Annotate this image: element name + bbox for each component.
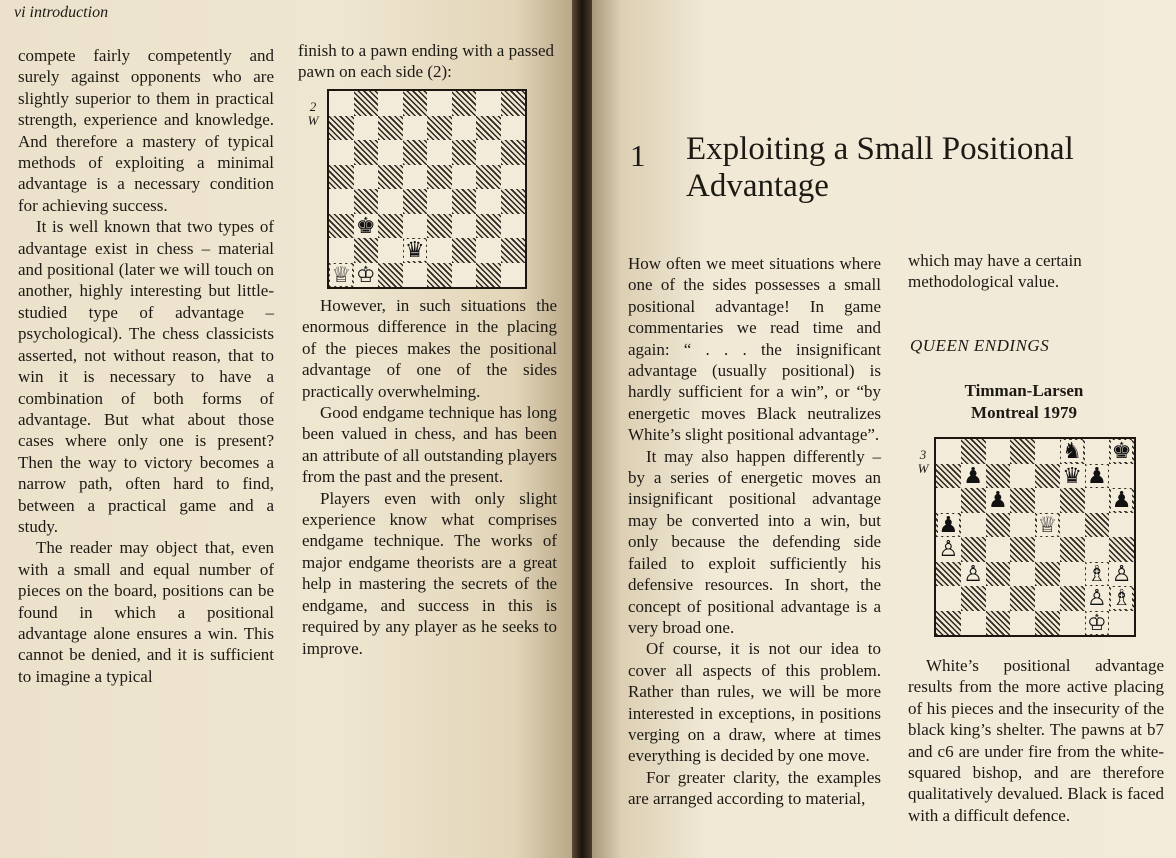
board-square xyxy=(1085,464,1110,489)
board-square xyxy=(961,439,986,464)
board-square xyxy=(936,586,961,611)
board-square xyxy=(936,513,961,538)
board-square xyxy=(378,189,403,214)
diagram-label xyxy=(914,448,932,476)
board-square xyxy=(378,116,403,141)
right-column-1 xyxy=(628,253,881,810)
board-square xyxy=(354,238,379,263)
left-column-2 xyxy=(302,295,557,659)
board-square xyxy=(354,91,379,116)
board-square xyxy=(354,140,379,165)
white-queen-icon: ♕ xyxy=(331,261,352,287)
board-square xyxy=(329,263,354,288)
board-square xyxy=(354,116,379,141)
board-square xyxy=(452,165,477,190)
board-square xyxy=(501,238,526,263)
board-square xyxy=(1109,562,1134,587)
board-square xyxy=(329,214,354,239)
board-square xyxy=(961,513,986,538)
board-square xyxy=(1060,586,1085,611)
paragraph: Good endgame technique has long been valued in chess, and has been an attribute of all outstanding players from the past and the present. xyxy=(302,403,557,487)
paragraph: For greater clarity, the examples are arranged according to material, xyxy=(628,767,881,809)
board-square xyxy=(1109,586,1134,611)
board-square xyxy=(403,91,428,116)
diagram-side: W xyxy=(917,461,929,476)
black-pawn-icon: ♟ xyxy=(963,462,983,488)
board-square xyxy=(1035,513,1060,538)
paragraph: compete fairly competently and surely against opponents who are slightly superior to them in practical strength, experience and knowledge. And therefore a mastery of typical methods of exploiting a minimal advantage is a necessary condition for achieving success. xyxy=(18,46,274,215)
board-square xyxy=(936,488,961,513)
board-square xyxy=(1035,611,1060,636)
board-square xyxy=(501,91,526,116)
board-square xyxy=(1060,611,1085,636)
board-square xyxy=(354,165,379,190)
board-square xyxy=(378,165,403,190)
board-square xyxy=(452,116,477,141)
white-pawn-icon: ♙ xyxy=(938,536,959,562)
white-queen-icon: ♕ xyxy=(1037,511,1058,537)
board-square xyxy=(476,238,501,263)
black-pawn-icon: ♟ xyxy=(938,511,959,537)
white-pawn-icon: ♙ xyxy=(1111,560,1132,586)
board-square xyxy=(378,238,403,263)
board-square xyxy=(452,91,477,116)
paragraph: Of course, it is not our idea to cover all aspects of this problem. Rather than rules, we will be more interested in exceptions, in positions verging on a draw, where at times everything is decided by one move. xyxy=(628,639,881,766)
paragraph: How often we meet situations where one of the sides possesses a small positional advantage! In game commentaries we read time and again: “ . . . the insignificant advantage (usually positional) is hardly sufficient for a win”, or “by energetic moves Black neutralizes White’s slight positional advantage”. xyxy=(628,254,881,445)
board-square xyxy=(936,439,961,464)
board-square xyxy=(427,263,452,288)
board-square xyxy=(1060,488,1085,513)
board-square xyxy=(986,464,1011,489)
board-square xyxy=(1109,537,1134,562)
board-square xyxy=(452,238,477,263)
board-square xyxy=(1010,537,1035,562)
black-pawn-icon: ♟ xyxy=(1087,462,1107,488)
white-bishop-icon: ♗ xyxy=(1111,585,1132,611)
diagram-number: 2 xyxy=(309,99,317,114)
black-queen-icon: ♛ xyxy=(1062,462,1082,488)
board-square xyxy=(936,464,961,489)
board-square xyxy=(403,116,428,141)
board-square xyxy=(1035,537,1060,562)
game-players: Timman-Larsen xyxy=(964,381,1084,400)
board-square xyxy=(1060,439,1085,464)
board-square xyxy=(1035,562,1060,587)
board-square xyxy=(1010,513,1035,538)
board-square xyxy=(1109,464,1134,489)
board-square xyxy=(986,562,1011,587)
white-pawn-icon: ♙ xyxy=(963,560,983,586)
board-square xyxy=(986,537,1011,562)
board-square xyxy=(427,165,452,190)
right-column-2 xyxy=(908,655,1164,826)
board-square xyxy=(986,439,1011,464)
paragraph: White’s positional advantage results from the more active placing of his pieces and the insecurity of the black king’s shelter. The pawns at b7 and c6 are under fire from the white-squared bishop, and are therefore qualitatively devalued. Black is faced with a difficult defence. xyxy=(908,656,1164,825)
running-header: vi introduction xyxy=(14,4,109,21)
left-column-2-intro xyxy=(298,40,554,83)
black-pawn-icon: ♟ xyxy=(1111,487,1132,513)
board-square xyxy=(427,238,452,263)
board-square xyxy=(1085,513,1110,538)
board-square xyxy=(452,140,477,165)
black-king-icon: ♚ xyxy=(1111,438,1132,464)
board-square xyxy=(427,91,452,116)
black-queen-icon: ♛ xyxy=(404,237,425,263)
board-square xyxy=(403,165,428,190)
black-pawn-icon: ♟ xyxy=(988,487,1008,513)
board-square xyxy=(403,140,428,165)
board-square xyxy=(1109,611,1134,636)
board-square xyxy=(329,91,354,116)
board-square xyxy=(501,189,526,214)
board-square xyxy=(378,91,403,116)
chapter-number: 1 xyxy=(630,138,646,173)
board-square xyxy=(476,214,501,239)
board-square xyxy=(1060,537,1085,562)
board-square xyxy=(354,189,379,214)
board-square xyxy=(1010,488,1035,513)
board-square xyxy=(476,165,501,190)
board-square xyxy=(1010,611,1035,636)
paragraph: However, in such situations the enormous difference in the placing of the pieces makes the positional advantage of one of the sides practically overwhelming. xyxy=(302,296,557,401)
board-square xyxy=(986,513,1011,538)
board-square xyxy=(501,116,526,141)
board-square xyxy=(427,189,452,214)
board-square xyxy=(1035,488,1060,513)
paragraph: It is well known that two types of advantage exist in chess – material and positional (later we will touch on another, highly interesting but little-studied type of advantage – psychological). The chess classicists asserted, not without reason, that to win it is necessary to have a combination of both forms of advantage. But what about those cases where only one is present? Then the way to victory becomes a narrow path, often hard to find, between a practical game and a study. xyxy=(18,217,274,536)
board-square xyxy=(1085,488,1110,513)
white-king-icon: ♔ xyxy=(1087,609,1107,635)
board-square xyxy=(1085,586,1110,611)
board-square xyxy=(936,537,961,562)
board-square xyxy=(501,140,526,165)
chess-diagram-2 xyxy=(327,89,527,289)
board-square xyxy=(1085,537,1110,562)
black-king-icon: ♚ xyxy=(355,212,376,238)
board-square xyxy=(476,263,501,288)
board-square xyxy=(329,116,354,141)
board-square xyxy=(1085,562,1110,587)
diagram-side: W xyxy=(307,113,319,128)
board-square xyxy=(452,263,477,288)
board-square xyxy=(354,263,379,288)
white-bishop-icon: ♗ xyxy=(1087,560,1107,586)
board-square xyxy=(1109,488,1134,513)
white-pawn-icon: ♙ xyxy=(1087,585,1107,611)
board-square xyxy=(452,214,477,239)
board-square xyxy=(1060,562,1085,587)
board-square xyxy=(329,140,354,165)
black-knight-icon: ♞ xyxy=(1062,438,1082,464)
board-square xyxy=(501,214,526,239)
board-square xyxy=(961,537,986,562)
board-square xyxy=(1010,586,1035,611)
board-square xyxy=(1060,513,1085,538)
left-page xyxy=(0,0,572,858)
board-square xyxy=(329,238,354,263)
chess-diagram-3 xyxy=(934,437,1136,637)
paragraph: It may also happen differently – by a series of energetic moves an insignificant positional advantage may be converted into a win, but only because the defending side failed to exploit sufficiently his defensive resources. In short, the concept of positional advantage is a very broad one. xyxy=(628,446,881,637)
book-gutter xyxy=(572,0,592,858)
board-square xyxy=(501,263,526,288)
white-king-icon: ♔ xyxy=(355,261,376,287)
board-square xyxy=(1035,439,1060,464)
board-square xyxy=(936,611,961,636)
paragraph: Players even with only slight experience know what comprises endgame technique. The works of major endgame theorists are a great help in mastering the secrets of the endgame, and success in this is required by any player as he seeks to improve. xyxy=(302,488,557,658)
board-square xyxy=(452,189,477,214)
board-square xyxy=(1109,439,1134,464)
board-square xyxy=(403,189,428,214)
board-square xyxy=(354,214,379,239)
diagram-label xyxy=(304,100,322,128)
board-square xyxy=(378,214,403,239)
board-square xyxy=(403,238,428,263)
paragraph: which may have a certain methodological value. xyxy=(908,251,1082,292)
chapter-title: Exploiting a Small Positional Advantage xyxy=(686,131,1074,204)
right-column-2-intro xyxy=(908,250,1164,293)
board-square xyxy=(961,488,986,513)
board-square xyxy=(1010,439,1035,464)
board-square xyxy=(986,611,1011,636)
board-square xyxy=(329,189,354,214)
board-square xyxy=(476,140,501,165)
board-square xyxy=(1085,611,1110,636)
board-square xyxy=(501,165,526,190)
game-heading xyxy=(942,380,1106,424)
board-square xyxy=(1010,562,1035,587)
board-square xyxy=(427,116,452,141)
board-square xyxy=(329,165,354,190)
board-square xyxy=(403,214,428,239)
section-heading: QUEEN ENDINGS xyxy=(910,336,1050,355)
board-square xyxy=(1035,586,1060,611)
game-event: Montreal 1979 xyxy=(971,403,1077,422)
paragraph: finish to a pawn ending with a passed pawn on each side (2): xyxy=(298,41,554,82)
board-square xyxy=(378,263,403,288)
board-square xyxy=(1010,464,1035,489)
paragraph: The reader may object that, even with a small and equal number of pieces on the board, positions can be found in which a positional advantage alone ensures a win. This cannot be denied, and it is sufficient to imagine a typical xyxy=(18,538,274,686)
board-square xyxy=(476,91,501,116)
board-square xyxy=(1035,464,1060,489)
left-column-1 xyxy=(18,45,274,687)
board-square xyxy=(961,611,986,636)
board-square xyxy=(961,562,986,587)
board-square xyxy=(986,586,1011,611)
board-square xyxy=(427,214,452,239)
board-square xyxy=(427,140,452,165)
board-square xyxy=(1109,513,1134,538)
board-square xyxy=(476,189,501,214)
board-square xyxy=(961,464,986,489)
board-square xyxy=(403,263,428,288)
board-square xyxy=(378,140,403,165)
diagram-number: 3 xyxy=(919,447,927,462)
board-square xyxy=(986,488,1011,513)
board-square xyxy=(961,586,986,611)
board-square xyxy=(476,116,501,141)
board-square xyxy=(1085,439,1110,464)
board-square xyxy=(1060,464,1085,489)
board-square xyxy=(936,562,961,587)
